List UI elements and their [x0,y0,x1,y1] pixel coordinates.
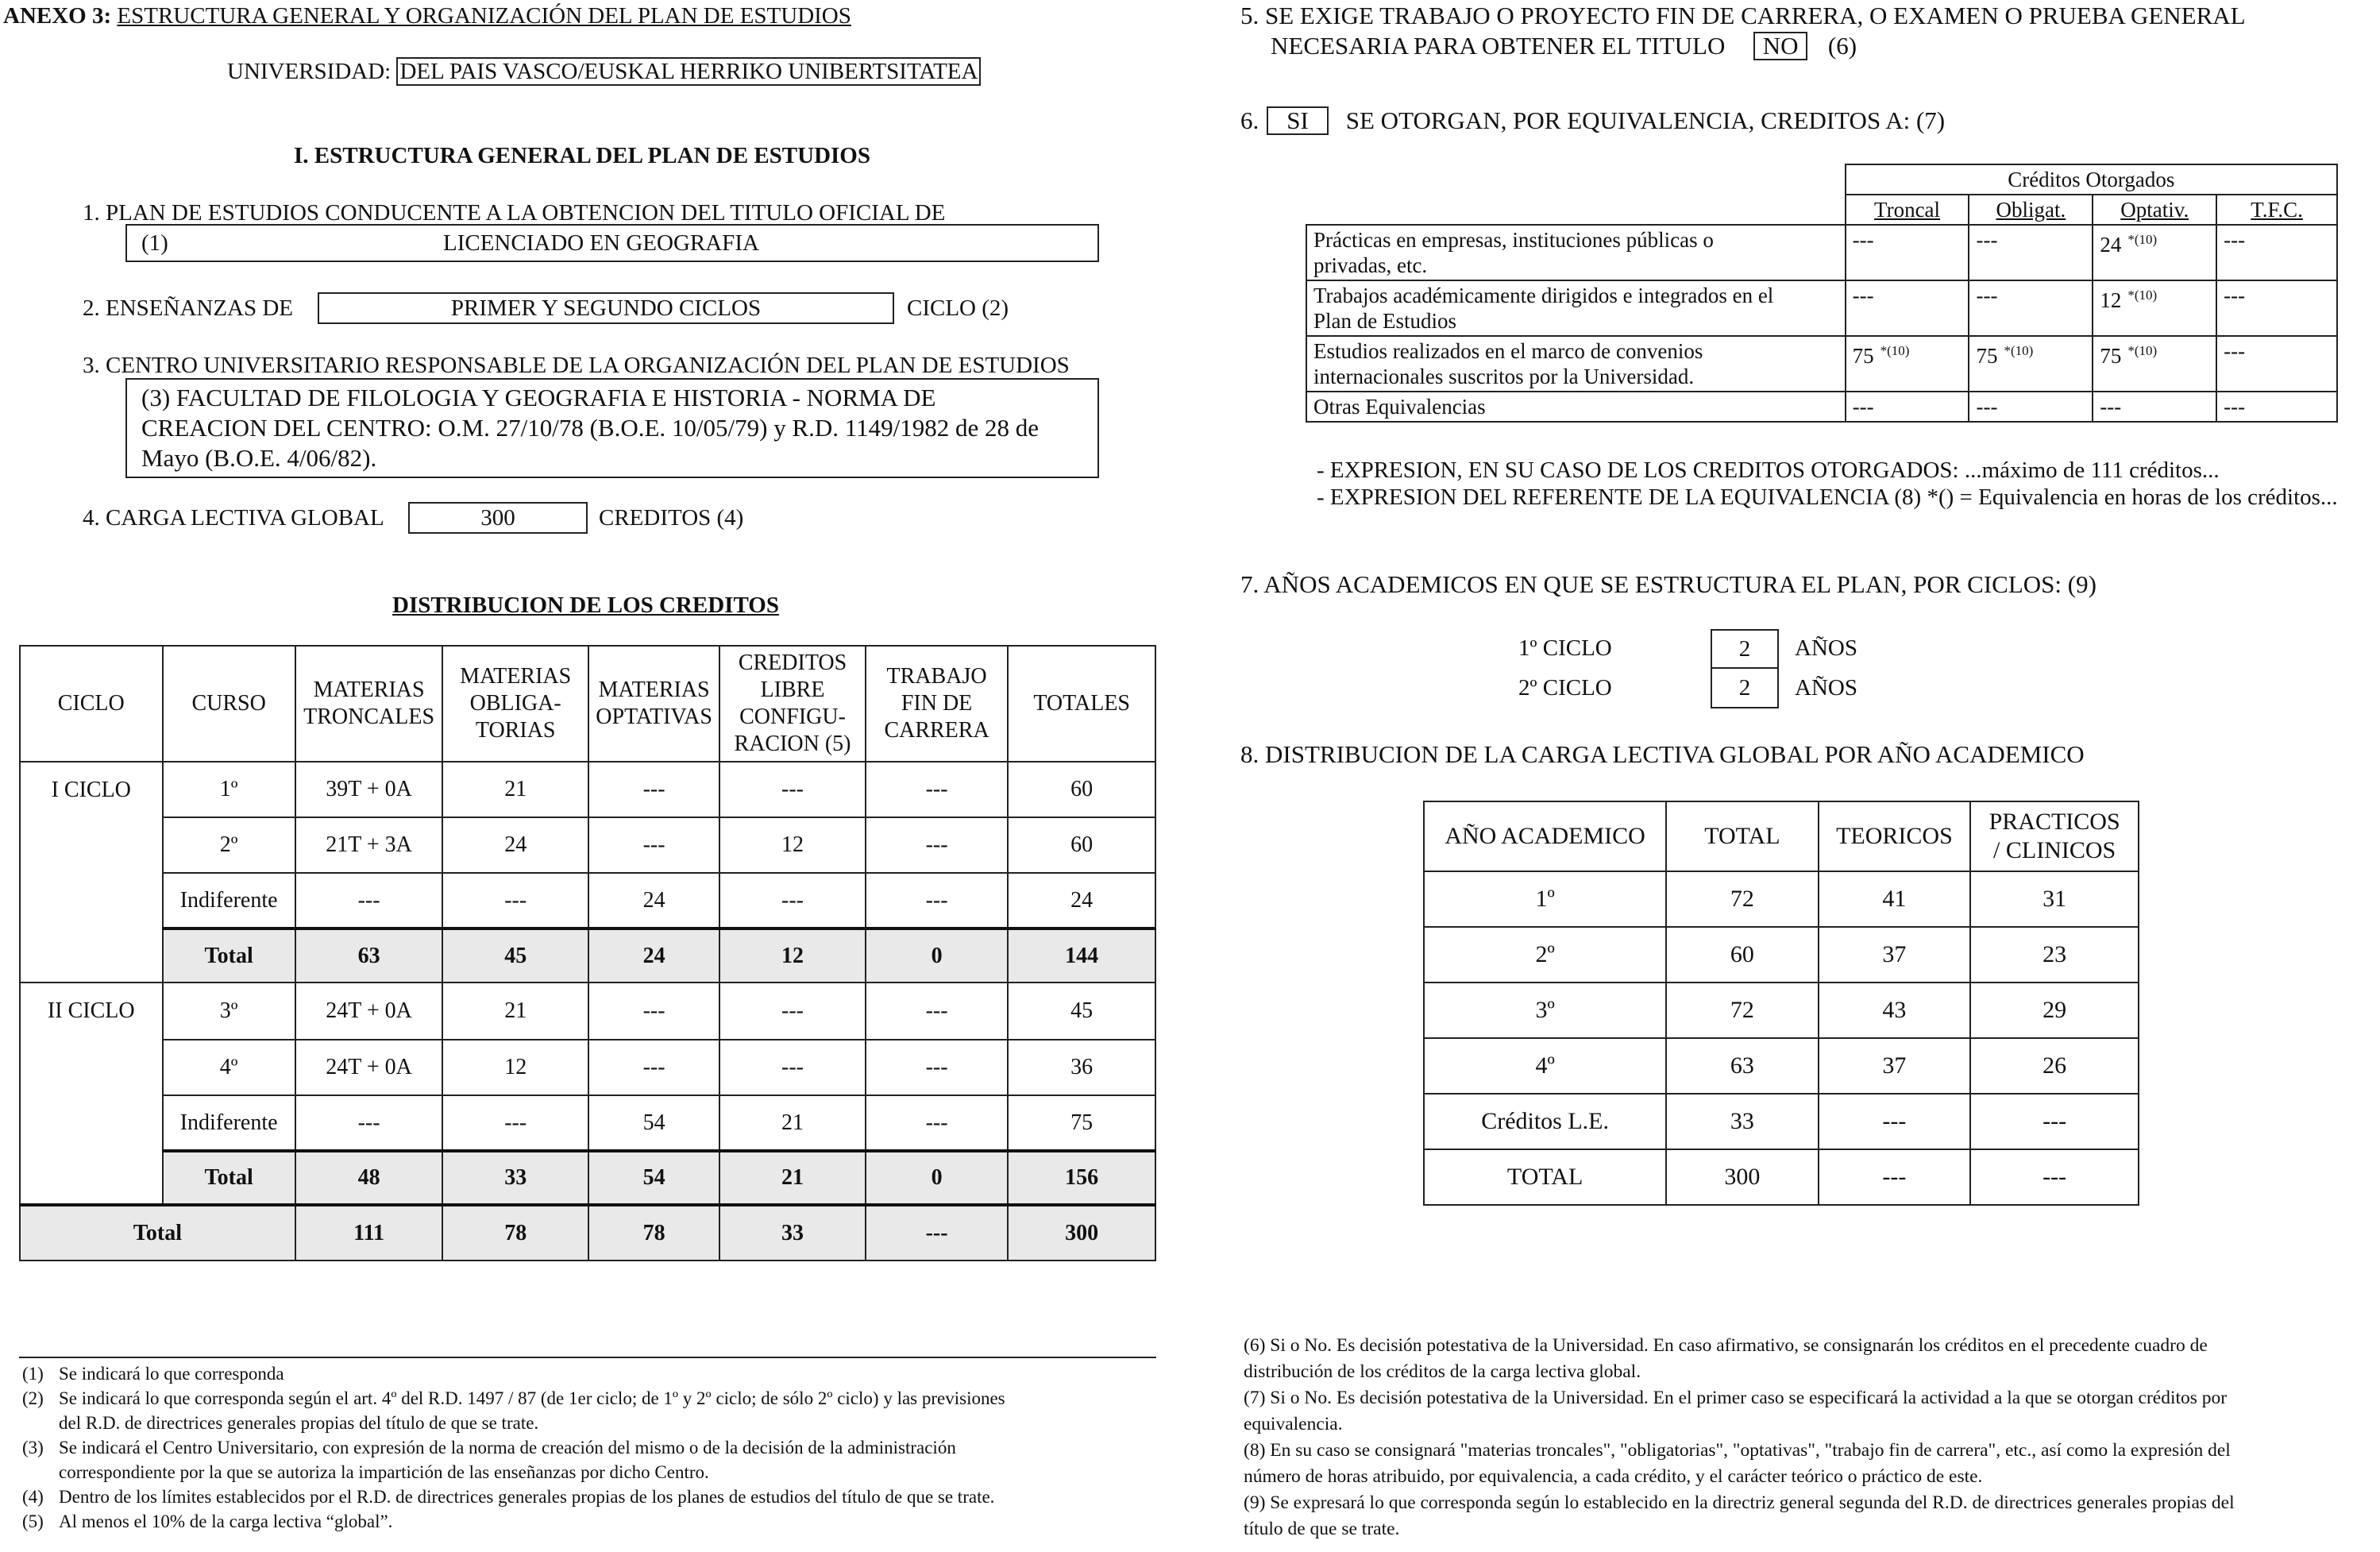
credits-group-row [1306,164,2337,195]
academic-year-cell: Créditos L.E. [1424,1094,1666,1149]
global-load-field: 300 [408,502,588,534]
cycle1-years: 2 [1711,629,1779,669]
credit-cell: 54 [588,1151,719,1205]
item2-suffix: CICLO (2) [907,295,1009,321]
annex-heading: ANEXO 3: ESTRUCTURA GENERAL Y ORGANIZACIÓN DEL PLAN DE ESTUDIOS [3,3,851,29]
credit-cell: --- [295,1095,443,1151]
credit-cell: --- [442,873,588,928]
credit-cell: 21T + 3A [295,817,443,873]
footnote-text: Se indicará lo que corresponda según el art. 4º del R.D. 1497 / 87 (de 1er ciclo; de 1º y 2º ciclo; de sólo 2º ciclo) y las previsiones [59,1388,1005,1408]
footnote [22,1411,1166,1435]
course-cell: 2º [163,817,295,873]
credits-value: --- [2224,284,2246,307]
academic-year-cell: --- [1970,1149,2139,1205]
credits-row [1306,280,2337,336]
academic-year-cell: 41 [1819,871,1971,927]
credit-cell: 12 [442,1040,588,1095]
credits-column-3 [2216,195,2337,225]
academic-year-load-table [1423,801,2139,1206]
credits-row-label-line2: internacionales suscritos por la Universidad. [1313,365,1695,388]
credit-cell: 36 [1008,1040,1155,1095]
credit-cell: 63 [295,928,443,983]
academic-year-cell: 3º [1424,983,1666,1038]
credits-row-label [1306,392,1846,422]
equivalence-mark: *(10) [2004,343,2034,358]
credit-cell: --- [588,817,719,873]
credit-cell: --- [866,873,1009,928]
course-cell: Indiferente [163,1095,295,1151]
credits-value: --- [1976,228,1998,252]
annex-label: ANEXO 3 [3,3,104,29]
teaching-cycles-field: PRIMER Y SEGUNDO CICLOS [318,292,894,324]
academic-year-cell: 60 [1666,927,1818,983]
credits-value-cell [2216,225,2337,280]
academic-year-cell: 72 [1666,871,1818,927]
distribution-header-row [20,646,1155,762]
credit-cell: 60 [1008,762,1155,817]
footnote-number: (1) [22,1364,44,1384]
academic-year-cell: 26 [1970,1038,2139,1094]
credits-value-cell [2093,280,2216,336]
item5-suffix: (6) [1827,32,1857,60]
credits-columns-row [1306,195,2337,225]
item6-line [1240,106,1945,135]
credit-cell: --- [866,1095,1009,1151]
academic-year-cell: 43 [1819,983,1971,1038]
credit-cell: 45 [1008,983,1155,1040]
footnote-line: (8) En su caso se consignará "materias troncales", "obligatorias", "optativas", "trabajo fin de carrera", etc., así como la expresión del [1244,1440,2231,1461]
credits-value-cell [1846,392,1969,422]
distribution-row [20,762,1155,817]
credit-cell: --- [866,1040,1009,1095]
subtotal-row [20,928,1155,983]
right-footnotes [1244,1333,2371,1542]
equivalence-mark: *(10) [2127,288,2158,303]
item5-label: NECESARIA PARA OBTENER EL TITULO [1271,32,1726,60]
credits-value: --- [1976,395,1998,419]
grand-total-row [20,1205,1155,1261]
credits-value: --- [1976,284,1998,307]
credit-cell: 0 [866,1151,1009,1205]
item8-label: 8. DISTRIBUCION DE LA CARGA LECTIVA GLOBAL POR AÑO ACADEMICO [1240,740,2085,768]
distribution-row [20,873,1155,928]
footnote-text: correspondiente por la que se autoriza la impartición de las enseñanzas por dicho Centro. [59,1462,709,1482]
cycle2-label: 2º CICLO [1518,675,1612,701]
academic-year-cell: 300 [1666,1149,1818,1205]
credit-cell: 24 [588,873,719,928]
footnote [22,1386,1166,1411]
credit-cell: --- [866,817,1009,873]
footnote-rule [19,1357,1156,1358]
credit-cell: --- [866,762,1009,817]
academic-year-cell: 63 [1666,1038,1818,1094]
footnote-text: Se indicará el Centro Universitario, con expresión de la norma de creación del mismo o de la decisión de la administración [59,1438,956,1457]
item1-label: 1. PLAN DE ESTUDIOS CONDUCENTE A LA OBTENCION DEL TITULO OFICIAL DE [83,200,946,226]
credits-value-cell [1969,280,2093,336]
distribution-header-0: CICLO [20,646,163,762]
years-header-row [1424,801,2139,871]
degree-note: (1) [141,230,168,256]
grand-total-cell: 78 [588,1205,719,1261]
credits-value: --- [1852,284,1874,307]
credits-value-cell [2216,392,2337,422]
credits-value: --- [2224,339,2246,363]
footnote-line: (9) Se expresará lo que corresponda según lo establecido en la directriz general segunda del R.D. de directrices generales propias del [1244,1492,2235,1513]
credit-cell: 60 [1008,817,1155,873]
years-header-practice-line1: PRACTICOS [1988,809,2120,835]
credits-column-label: Obligat. [1996,198,2066,222]
distribution-header-1: CURSO [163,646,295,762]
center-line-3: Mayo (B.O.E. 4/06/82). [141,444,377,472]
section-title: I. ESTRUCTURA GENERAL DEL PLAN DE ESTUDIOS [294,143,870,168]
equivalence-credits-table [1306,164,2338,423]
credits-value-cell [1969,225,2093,280]
credits-row-label [1306,336,1846,392]
course-cell: 4º [163,1040,295,1095]
credit-cell: 39T + 0A [295,762,443,817]
equivalence-mark: *(10) [1880,343,1910,358]
distribution-row [20,1040,1155,1095]
distribution-header-5: CREDITOS LIBRE CONFIGU-RACION (5) [719,646,866,762]
credits-group-label: Créditos Otorgados [1846,164,2337,195]
academic-year-cell: 72 [1666,983,1818,1038]
final-project-answer: NO [1753,32,1807,60]
academic-year-cell: 29 [1970,983,2139,1038]
credit-cell: 75 [1008,1095,1155,1151]
credit-cell: 144 [1008,928,1155,983]
years-header-total: TOTAL [1666,801,1818,871]
credit-cell: 24T + 0A [295,983,443,1040]
credit-cell: --- [719,873,866,928]
course-cell: Indiferente [163,873,295,928]
cycle1-label: 1º CICLO [1518,635,1612,661]
academic-year-cell: --- [1970,1094,2139,1149]
item4-label: 4. CARGA LECTIVA GLOBAL [83,505,384,531]
credits-value-cell [2093,392,2216,422]
credits-row-label-line1: Prácticas en empresas, instituciones públicas o [1313,228,1714,252]
credit-distribution-table [19,645,1156,1261]
credits-row-label-line2: Plan de Estudios [1313,309,1456,333]
distribution-title: DISTRIBUCION DE LOS CREDITOS [392,593,779,618]
footnote [22,1484,1166,1509]
credits-value-cell [1969,336,2093,392]
distribution-header-7: TOTALES [1008,646,1155,762]
credits-value-cell [2216,280,2337,336]
equivalence-reference: - EXPRESION DEL REFERENTE DE LA EQUIVALENCIA (8) *() = Equivalencia en horas de los créditos... [1317,485,2338,510]
item4-suffix: CREDITOS (4) [599,505,744,531]
credit-cell: 33 [442,1151,588,1205]
academic-year-cell: --- [1819,1094,1971,1149]
credits-value: 75 [1852,344,1874,368]
course-cell: 3º [163,983,295,1040]
academic-year-cell: 33 [1666,1094,1818,1149]
credits-value: 75 [1976,344,1998,368]
academic-year-cell: 37 [1819,927,1971,983]
credit-cell: 21 [442,762,588,817]
academic-year-cell: 31 [1970,871,2139,927]
university-value: DEL PAIS VASCO/EUSKAL HERRIKO UNIBERTSITATEA [396,57,981,86]
distribution-row [20,1095,1155,1151]
credit-cell: --- [295,873,443,928]
credit-cell: 0 [866,928,1009,983]
credits-value-cell [2093,336,2216,392]
distribution-header-6: TRABAJO FIN DE CARRERA [866,646,1009,762]
credits-value-cell [2216,336,2337,392]
academic-year-row [1424,983,2139,1038]
footnote [22,1509,1166,1534]
credit-cell: 54 [588,1095,719,1151]
cycle-cell: I CICLO [20,762,163,983]
footnote-line: título de que se trate. [1244,1519,1400,1539]
credit-cell: 45 [442,928,588,983]
footnote [22,1435,1166,1460]
center-line-1: (3) FACULTAD DE FILOLOGIA Y GEOGRAFIA E HISTORIA - NORMA DE [141,384,936,411]
credits-value-cell [1969,392,2093,422]
item5-line-1: 5. SE EXIGE TRABAJO O PROYECTO FIN DE CARRERA, O EXAMEN O PRUEBA GENERAL [1240,2,2246,29]
distribution-header-2: MATERIAS TRONCALES [295,646,443,762]
center-line-2: CREACION DEL CENTRO: O.M. 27/10/78 (B.O.E. 10/05/79) y R.D. 1149/1982 de 28 de [141,414,1040,442]
credits-value: 12 [2100,288,2122,312]
credits-row-label-line1: Trabajos académicamente dirigidos e integrados en el [1313,284,1774,307]
credit-cell: 156 [1008,1151,1155,1205]
credits-value: 24 [2100,233,2122,257]
credits-value-cell [1846,336,1969,392]
footnote-text: Dentro de los límites establecidos por el R.D. de directrices generales propias de los planes de estudios del título de que se trate. [59,1487,995,1507]
credits-value: --- [1852,395,1874,419]
credits-value: --- [2100,395,2122,419]
credits-row-label [1306,225,1846,280]
credit-cell: 24 [588,928,719,983]
grand-total-cell: --- [866,1205,1009,1261]
course-cell: Total [163,1151,295,1205]
credit-cell: 24T + 0A [295,1040,443,1095]
footnote-line: distribución de los créditos de la carga lectiva global. [1244,1361,1641,1382]
footnote-number: (5) [22,1511,44,1531]
cycle-cell: II CICLO [20,983,163,1205]
degree-title-field [125,224,1099,262]
credit-cell: 24 [1008,873,1155,928]
credit-cell: --- [866,983,1009,1040]
credits-row-label-line1: Otras Equivalencias [1313,395,1486,419]
academic-year-row [1424,1094,2139,1149]
academic-year-cell: 1º [1424,871,1666,927]
credit-cell: --- [588,1040,719,1095]
cycle2-years: 2 [1711,667,1779,708]
footnote-number: (2) [22,1388,44,1408]
center-field [125,378,1099,478]
credits-row-label-line2: privadas, etc. [1313,253,1428,277]
footnote-line: (6) Si o No. Es decisión potestativa de la Universidad. En caso afirmativo, se consignarán los créditos en el precedente cuadro de [1244,1335,2208,1356]
cycle1-unit: AÑOS [1795,635,1857,661]
credit-cell: --- [719,762,866,817]
credits-value: 75 [2100,344,2122,368]
item3-label: 3. CENTRO UNIVERSITARIO RESPONSABLE DE LA ORGANIZACIÓN DEL PLAN DE ESTUDIOS [83,353,1070,378]
degree-value: LICENCIADO EN GEOGRAFIA [443,230,759,256]
grand-total-cell: 111 [295,1205,443,1261]
credit-cell: --- [719,1040,866,1095]
credit-cell: --- [588,983,719,1040]
course-cell: Total [163,928,295,983]
distribution-header-4: MATERIAS OPTATIVAS [588,646,719,762]
footnote-line: (7) Si o No. Es decisión potestativa de la Universidad. En el primer caso se especificará la actividad a la que se otorgan créditos por [1244,1388,2228,1408]
credits-value-cell [1846,280,1969,336]
item6-prefix: 6. [1240,106,1259,134]
academic-year-cell: 2º [1424,927,1666,983]
credits-value: --- [2224,228,2246,252]
item6-label: SE OTORGAN, POR EQUIVALENCIA, CREDITOS A: (7) [1345,106,1946,134]
footnote [22,1460,1166,1484]
equivalence-mark: *(10) [2127,232,2158,247]
footnote-number: (3) [22,1438,44,1457]
footnote-line: número de horas atribuido, por equivalencia, a cada crédito, y el carácter teórico o práctico de este. [1244,1466,1983,1487]
credits-column-label: T.F.C. [2251,198,2303,222]
distribution-row [20,817,1155,873]
credits-value: --- [2224,395,2246,419]
footnote-number: (4) [22,1487,44,1507]
academic-year-cell: 37 [1819,1038,1971,1094]
cycle2-unit: AÑOS [1795,675,1857,701]
credit-cell: --- [719,983,866,1040]
credit-cell: 21 [719,1151,866,1205]
credits-value: --- [1852,228,1874,252]
footnote-number [22,1460,59,1484]
credits-column-label: Troncal [1874,198,1941,222]
credit-cell: 21 [442,983,588,1040]
equivalence-answer: SI [1267,106,1329,135]
footnote-text: Se indicará lo que corresponda [59,1364,284,1384]
credits-column-1 [1969,195,2093,225]
left-footnotes [22,1361,1166,1534]
credits-value-cell [1846,225,1969,280]
footnote [22,1361,1166,1386]
footnote-number [22,1411,59,1435]
academic-year-row [1424,871,2139,927]
distribution-row [20,983,1155,1040]
credits-expression: - EXPRESION, EN SU CASO DE LOS CREDITOS OTORGADOS: ...máximo de 111 créditos... [1317,457,2220,483]
credit-cell: --- [442,1095,588,1151]
footnote-text: Al menos el 10% de la carga lectiva “global”. [59,1511,393,1531]
academic-year-row [1424,927,2139,983]
academic-year-row [1424,1038,2139,1094]
university-label: UNIVERSIDAD: [227,59,392,84]
credits-row [1306,225,2337,280]
academic-year-cell: --- [1819,1149,1971,1205]
years-header-theory: TEORICOS [1819,801,1971,871]
grand-total-cell: 78 [442,1205,588,1261]
footnote-line: equivalencia. [1244,1414,1343,1434]
grand-total-cell: 300 [1008,1205,1155,1261]
item5-line-2 [1271,32,1857,60]
equivalence-mark: *(10) [2127,343,2158,358]
distribution-header-3: MATERIAS OBLIGA-TORIAS [442,646,588,762]
university-line [227,57,981,86]
annex-title: ESTRUCTURA GENERAL Y ORGANIZACIÓN DEL PLAN DE ESTUDIOS [117,3,851,29]
academic-year-cell: 23 [1970,927,2139,983]
item2-label: 2. ENSEÑANZAS DE [83,295,294,321]
credit-cell: 24 [442,817,588,873]
credits-column-0 [1846,195,1969,225]
credits-row-label [1306,280,1846,336]
credit-cell: 12 [719,817,866,873]
credit-cell: 48 [295,1151,443,1205]
subtotal-row [20,1151,1155,1205]
course-cell: 1º [163,762,295,817]
years-header-year: AÑO ACADEMICO [1424,801,1666,871]
academic-year-cell: 4º [1424,1038,1666,1094]
grand-total-label: Total [20,1205,295,1261]
item7-label: 7. AÑOS ACADEMICOS EN QUE SE ESTRUCTURA EL PLAN, POR CICLOS: (9) [1240,570,2096,598]
grand-total-cell: 33 [719,1205,866,1261]
credits-row [1306,392,2337,422]
credit-cell: 21 [719,1095,866,1151]
academic-year-cell: TOTAL [1424,1149,1666,1205]
credits-row [1306,336,2337,392]
credits-value-cell [2093,225,2216,280]
academic-year-row [1424,1149,2139,1205]
credit-cell: --- [588,762,719,817]
years-header-practice [1970,801,2139,871]
credits-column-2 [2093,195,2216,225]
credits-row-label-line1: Estudios realizados en el marco de convenios [1313,339,1703,363]
credits-column-label: Optativ. [2120,198,2189,222]
footnote-text: del R.D. de directrices generales propias del título de que se trate. [59,1413,539,1433]
credit-cell: 12 [719,928,866,983]
years-header-practice-line2: / CLINICOS [1993,837,2116,863]
